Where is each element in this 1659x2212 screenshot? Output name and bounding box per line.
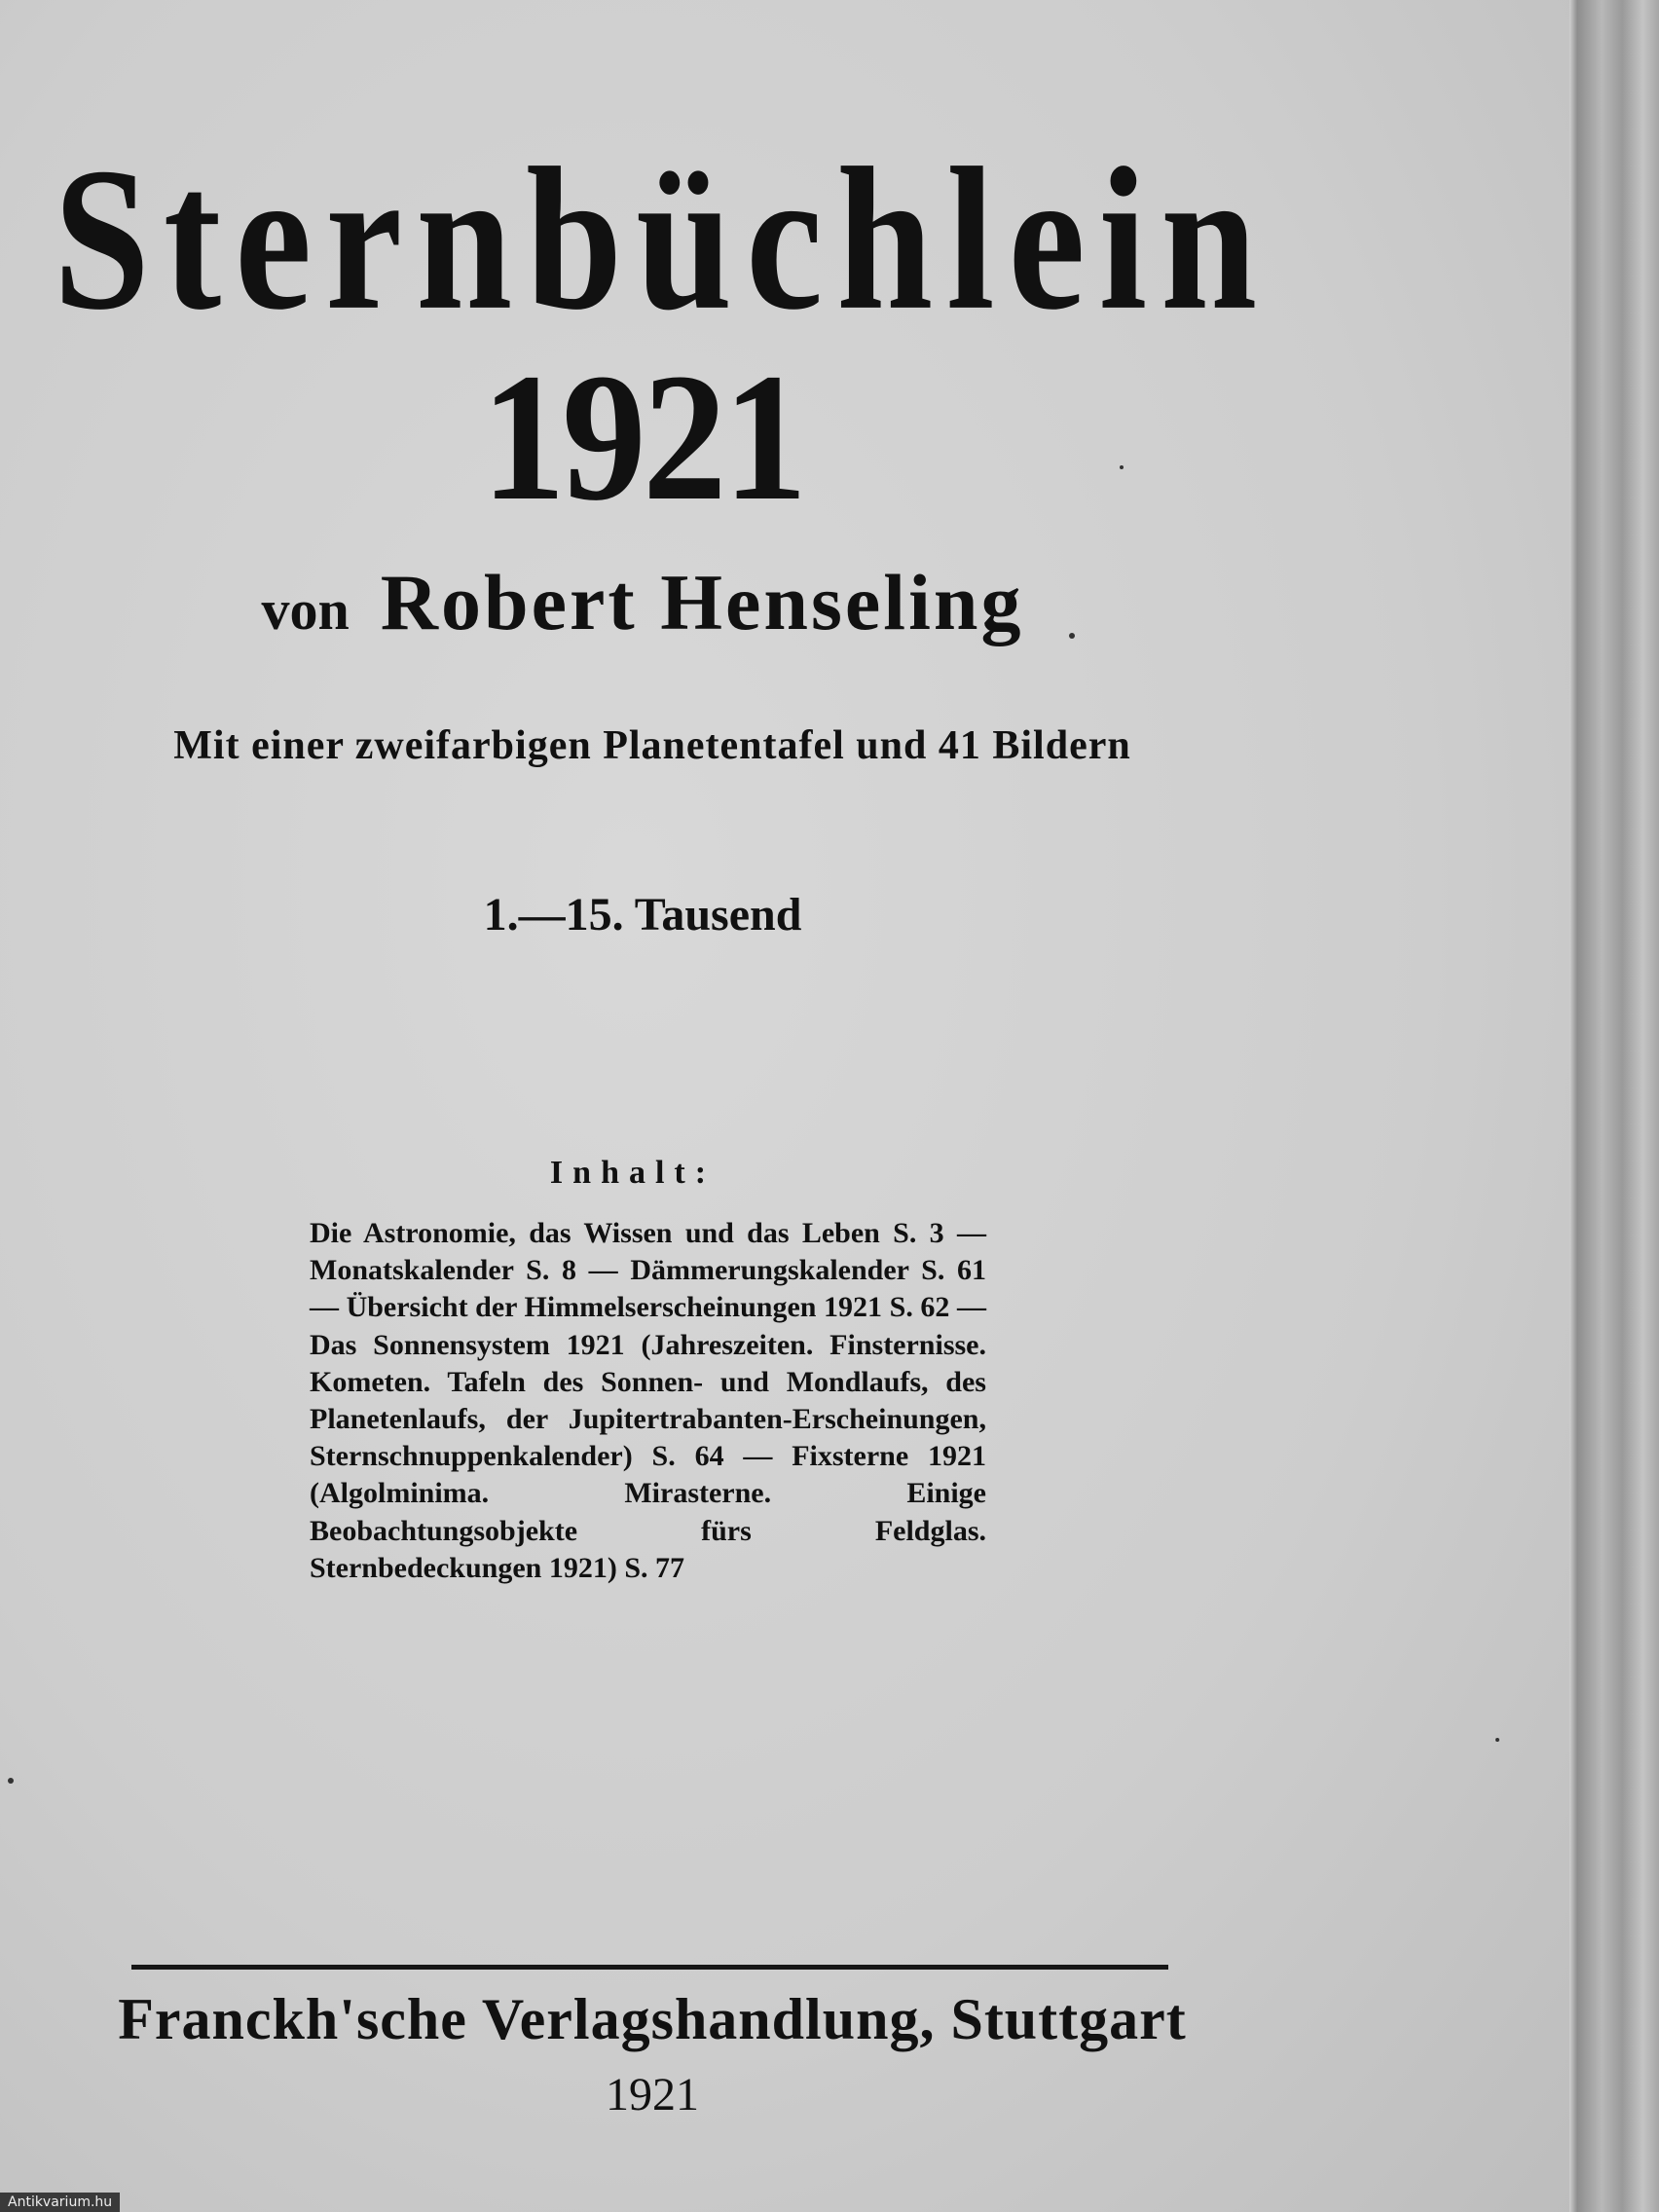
paper-speck: [1069, 633, 1075, 639]
contents-text: Die Astronomie, das Wissen und das Leben S. 3 — Monatskalender S. 8 — Dämmerungskalender S. 61 — Übersicht der Himmelserscheinungen 1921 S. 62 — Das Sonnensystem 1921 (Jahreszeiten. Finsternisse. Kometen. Tafeln des Sonnen- und Mondlaufs, des Planetenlaufs, der Jupitertrabanten-Erscheinungen, Sternschnuppenkalender) S. 64 — Fixsterne 1921 (Algolminima. Mirasterne. Einige Beobachtungsobjekte fürs Feldglas. Sternbedeckungen 1921) S. 77: [310, 1217, 986, 1584]
watermark: Antikvarium.hu: [0, 2193, 120, 2212]
paper-speck: [8, 1778, 14, 1784]
paper-speck: [1120, 465, 1124, 469]
paper-speck: [1495, 1738, 1499, 1742]
publication-year: 1921: [606, 2069, 699, 2120]
edition-note: 1.—15. Tausend: [483, 889, 802, 940]
book-subtitle: Mit einer zweifarbigen Planetentafel und 41 Bildern: [173, 723, 1131, 768]
book-title: Sternbüchlein: [53, 125, 1272, 352]
author-line: [195, 558, 1090, 646]
book-year: 1921: [481, 335, 804, 538]
publisher: Franckh'sche Verlagshandlung, Stuttgart: [118, 1987, 1187, 2051]
contents-heading: Inhalt:: [549, 1155, 717, 1191]
divider-rule: [131, 1965, 1168, 1970]
author-prefix: von: [261, 578, 350, 642]
book-spine: [1577, 0, 1659, 2212]
author-name: Robert Henseling: [380, 558, 1024, 646]
